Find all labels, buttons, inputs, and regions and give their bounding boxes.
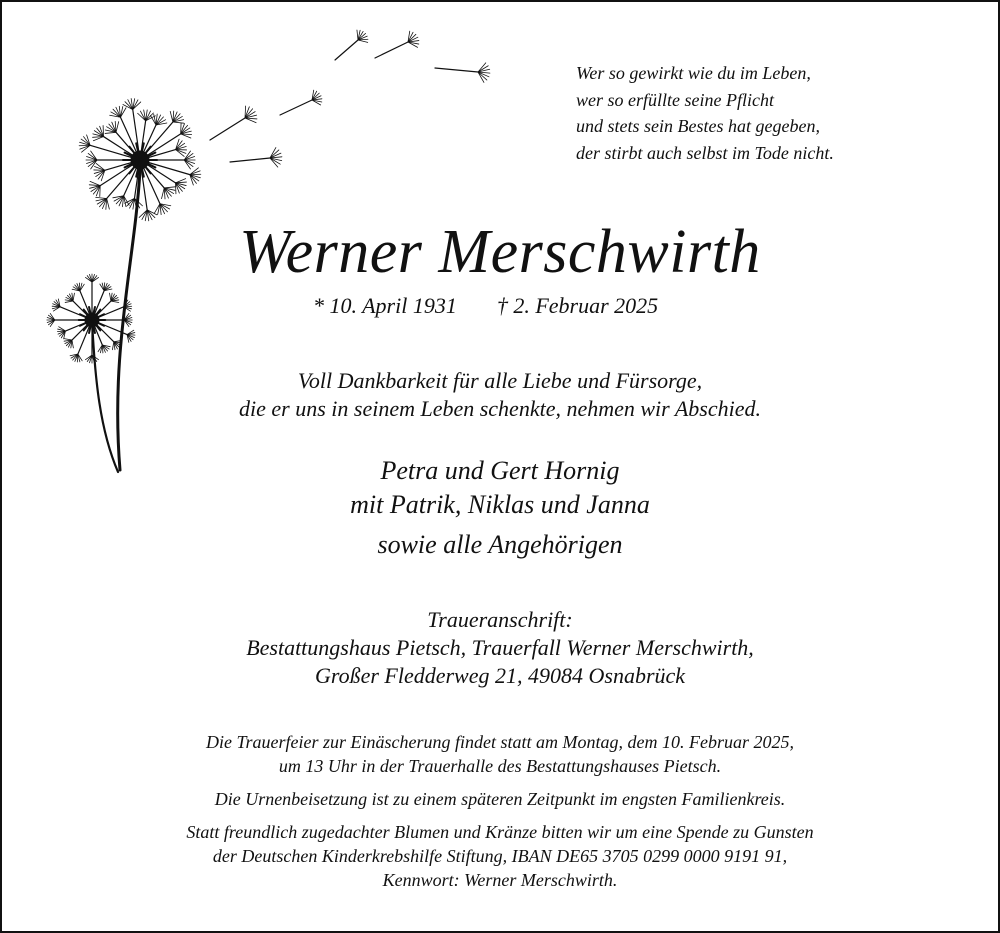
ceremony-line: um 13 Uhr in der Trauerhalle des Bestattungshauses Pietsch. [278, 756, 722, 776]
death-date: † 2. Februar 2025 [496, 293, 659, 318]
address-line: Großer Fledderweg 21, 49084 Osnabrück [314, 663, 686, 688]
poem-line: Wer so gewirkt wie du im Leben, [576, 63, 811, 83]
thanks-text [0, 367, 1000, 423]
thanks-line: die er uns in seinem Leben schenkte, nehmen wir Abschied. [239, 396, 761, 421]
donation-line: Kennwort: Werner Merschwirth. [382, 870, 618, 890]
poem [576, 60, 976, 166]
mourners [0, 454, 1000, 562]
deceased-name: Werner Merschwirth [239, 218, 761, 286]
life-dates [313, 292, 658, 320]
address-heading: Traueranschrift: [427, 607, 573, 632]
poem-line: der stirbt auch selbst im Tode nicht. [576, 142, 834, 163]
urn-note: Die Urnenbeisetzung ist zu einem späteren Zeitpunkt im engsten Familienkreis. [214, 789, 786, 809]
mourning-address [0, 606, 1000, 690]
ceremony-notes [0, 730, 1000, 892]
mourner-relatives: sowie alle Angehörigen [377, 530, 623, 559]
mourner-children: mit Patrik, Niklas und Janna [350, 490, 650, 519]
poem-line: und stets sein Bestes hat gegeben, [576, 116, 820, 136]
address-line: Bestattungshaus Pietsch, Trauerfall Werner Merschwirth, [246, 635, 754, 660]
ceremony-line: Die Trauerfeier zur Einäscherung findet statt am Montag, dem 10. Februar 2025, [206, 732, 794, 752]
donation-line: Statt freundlich zugedachter Blumen und Kränze bitten wir um eine Spende zu Gunsten [186, 822, 814, 842]
birth-date: * 10. April 1931 [313, 293, 457, 318]
thanks-line: Voll Dankbarkeit für alle Liebe und Fürsorge, [297, 368, 703, 393]
poem-line: wer so erfüllte seine Pflicht [576, 89, 774, 110]
mourner-names: Petra und Gert Hornig [380, 456, 620, 485]
donation-line: der Deutschen Kinderkrebshilfe Stiftung, IBAN DE65 3705 0299 0000 9191 91, [212, 846, 788, 866]
